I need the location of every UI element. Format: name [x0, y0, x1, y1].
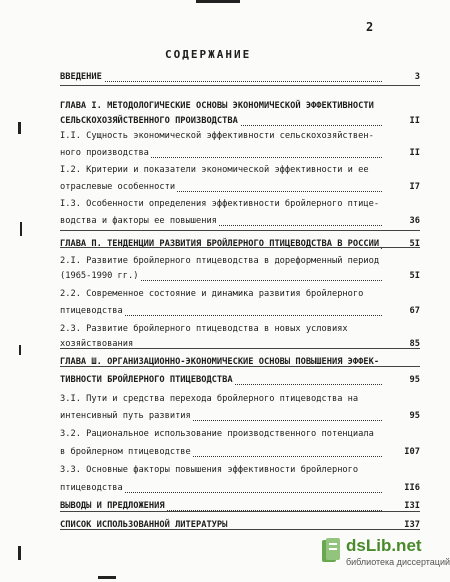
toc-entry-text: ГЛАВА I. МЕТОДОЛОГИЧЕСКИЕ ОСНОВЫ ЭКОНОМИЧЕСКОЙ ЭФФЕКТИВНОСТИ [60, 101, 374, 111]
toc-entry-page: 5I [409, 239, 420, 249]
book-stack-icon [320, 537, 342, 565]
toc-entry-text: ГЛАВА Ш. ОРГАНИЗАЦИОННО-ЭКОНОМИЧЕСКИЕ ОСНОВЫ ПОВЫШЕНИЯ ЭФФЕК- [60, 357, 380, 367]
scan-speck [19, 345, 21, 355]
toc-entry-text: водства и факторы ее повышения [60, 216, 217, 226]
toc-entry-page: 3 [414, 72, 420, 82]
toc-entry-text: I.I. Сущность экономической эффективности сельскохозяйствен- [60, 131, 374, 141]
section-rule [60, 529, 420, 530]
toc-entry [60, 392, 420, 406]
toc-entry-page: I37 [404, 520, 420, 530]
toc-entry [60, 70, 420, 84]
toc-entry [60, 237, 420, 251]
toc-entry [60, 129, 420, 143]
site-logo[interactable] [320, 533, 450, 573]
toc-entry-text: птицеводства [60, 306, 123, 316]
toc-entry-page: 95 [409, 375, 420, 385]
toc-entry-text: ГЛАВА П. ТЕНДЕНЦИИ РАЗВИТИЯ БРОЙЛЕРНОГО ПТИЦЕВОДСТВА В РОССИИ [60, 239, 380, 249]
scan-speck [20, 222, 22, 236]
toc-entry-page: II [409, 116, 420, 126]
toc-entry-text: хозяйствования [60, 339, 134, 349]
toc-entry [60, 373, 420, 387]
toc-entry-text: в бройлерном птицеводстве [60, 447, 191, 457]
toc-entry-page: I07 [404, 447, 420, 457]
toc-title: СОДЕРЖАНИЕ [165, 48, 252, 61]
toc-entry-text: интенсивный путь развития [60, 411, 191, 421]
scan-speck [18, 546, 21, 560]
toc-entry-text: 2.3. Развитие бройлерного птицеводства в новых условиях [60, 324, 348, 334]
toc-entry-page: I7 [409, 182, 420, 192]
toc-entry-text: отраслевые особенности [60, 182, 176, 192]
scan-speck [196, 0, 240, 3]
toc-entry-text: птицеводства [60, 483, 123, 493]
toc-entry-page: II [409, 148, 420, 158]
toc-entry [60, 445, 420, 459]
toc-entry [60, 269, 420, 283]
toc-entry-text: ТИВНОСТИ БРОЙЛЕРНОГО ПТИЦЕВОДСТВА [60, 375, 233, 385]
toc-entry-page: 67 [409, 306, 420, 316]
toc-entry [60, 114, 420, 128]
toc-entry-text: 2.I. Развитие бройлерного птицеводства в дореформенный период [60, 256, 380, 266]
toc-entry-text: I.3. Особенности определения эффективности бройлерного птице- [60, 199, 380, 209]
toc-entry [60, 409, 420, 423]
toc-entry-page: 95 [409, 411, 420, 421]
toc-entry-text: ВВЕДЕНИЕ [60, 72, 102, 82]
logo-subtitle: библиотека диссертаций [346, 557, 450, 567]
toc-entry [60, 304, 420, 318]
section-rule [60, 247, 420, 248]
toc-entry-text: СПИСОК ИСПОЛЬЗОВАННОЙ ЛИТЕРАТУРЫ [60, 520, 228, 530]
toc-entry-page: II6 [404, 483, 420, 493]
toc-entry [60, 214, 420, 228]
toc-entry-text: ного производства [60, 148, 149, 158]
toc-entry [60, 287, 420, 301]
toc-entry [60, 254, 420, 268]
section-rule [60, 366, 420, 367]
toc-entry-page: 5I [409, 271, 420, 281]
toc-entry-text: 2.2. Современное состояние и динамика развития бройлерного [60, 289, 364, 299]
toc-entry-text: ВЫВОДЫ И ПРЕДЛОЖЕНИЯ [60, 501, 165, 511]
toc-entry [60, 99, 420, 113]
page-number: 2 [366, 20, 374, 34]
toc-entry-text: I.2. Критерии и показатели экономической эффективности и ее [60, 165, 369, 175]
section-rule [60, 511, 420, 512]
section-rule [60, 348, 420, 349]
toc-entry-text: (1965-1990 гг.) [60, 271, 139, 281]
toc-entry-page: I3I [404, 501, 420, 511]
toc-entry [60, 481, 420, 495]
logo-text: dsLib.net [346, 536, 422, 555]
section-rule [60, 230, 420, 231]
toc-entry-text: 3.3. Основные факторы повышения эффективности бройлерного [60, 465, 359, 475]
toc-entry-text: 3.I. Пути и средства перехода бройлерного птицеводства на [60, 394, 359, 404]
toc-entry-text: СЕЛЬСКОХОЗЯЙСТВЕННОГО ПРОИЗВОДСТВА [60, 116, 238, 126]
toc-entry [60, 463, 420, 477]
toc-entry [60, 180, 420, 194]
toc-entry-page: 36 [409, 216, 420, 226]
toc-entry [60, 427, 420, 441]
toc-entry [60, 163, 420, 177]
section-rule [60, 85, 420, 86]
toc-entry [60, 197, 420, 211]
toc-entry-text: 3.2. Рациональное использование производственного потенциала [60, 429, 374, 439]
scan-speck [18, 122, 21, 134]
toc-entry [60, 322, 420, 336]
dot-leader [60, 81, 382, 82]
toc-entry-page: 85 [409, 339, 420, 349]
scan-speck [98, 576, 116, 579]
toc-entry [60, 146, 420, 160]
